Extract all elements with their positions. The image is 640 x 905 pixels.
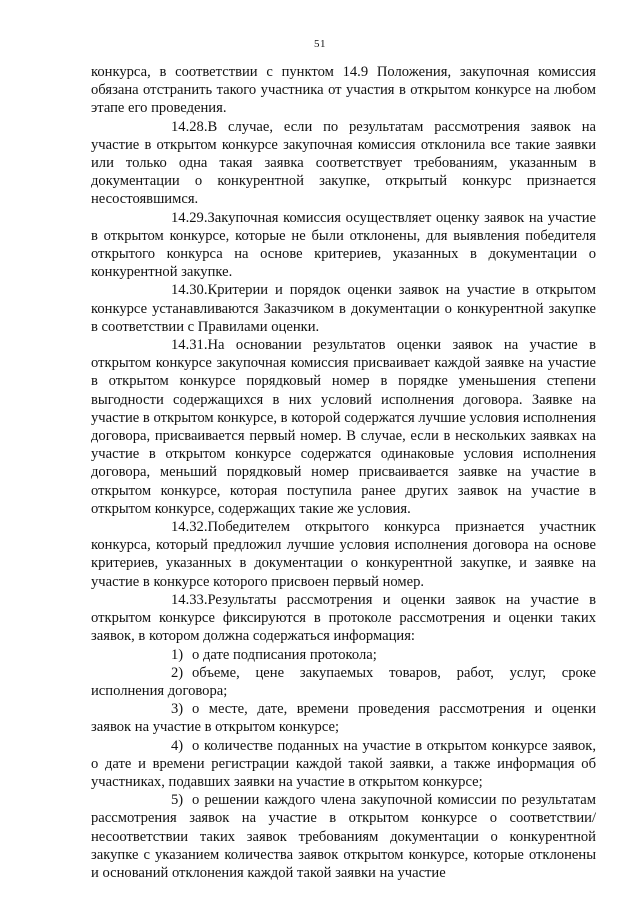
document-body xyxy=(91,63,596,882)
paragraph-text: В случае, если по результатам рассмотрения заявок на участие в открытом конкурсе закупочная комиссия отклонила все такие заявки или только одна такая заявка соответствует требованиям, указанным в документации о конкурентной закупке, открытый конкурс признается несостоявшимся. xyxy=(91,118,596,208)
paragraph-number: 14.29. xyxy=(171,209,208,226)
paragraph-number: 14.28. xyxy=(171,118,208,135)
paragraph-number: 14.32. xyxy=(171,519,208,536)
list-item-number: 4) xyxy=(171,737,184,754)
list-item-number: 2) xyxy=(171,664,184,681)
list-item-number: 5) xyxy=(171,792,184,809)
list-item-number: 3) xyxy=(171,701,184,718)
list-item-text: объеме, цене закупаемых товаров, работ, услуг, сроке исполнения договора; xyxy=(91,664,596,699)
paragraph-14-32 xyxy=(91,518,596,591)
list-item-number: 1) xyxy=(171,646,184,663)
list-item-1 xyxy=(91,646,596,664)
paragraph-text: На основании результатов оценки заявок на участие в открытом конкурсе закупочная комиссия присваивает каждой заявке на участие в открытом конкурсе порядковый номер в порядке уменьшения степени выгодности содержащихся в них условий исполнения договора. Заявке на участие в открытом конкурсе, в которой содержатся лучшие условия исполнения договора, присваивается первый номер. В случае, если в нескольких заявках на участие в открытом конкурсе содержатся одинаковые условия исполнения договора, меньший порядковый номер присваивается заявке на участие в открытом конкурсе, которая поступила ранее других заявок на участие в открытом конкурсе, содержащих такие же условия. xyxy=(91,337,596,517)
intro-paragraph: конкурса, в соответствии с пунктом 14.9 Положения, закупочная комиссия обязана отстранить такого участника от участия в открытом конкурсе на любом этапе его проведения. xyxy=(91,64,596,117)
paragraph-14-31 xyxy=(91,336,596,518)
page-number: 51 xyxy=(314,38,326,50)
paragraph-number: 14.30. xyxy=(171,282,208,299)
list-item-5 xyxy=(91,791,596,882)
list-item-text: о количестве поданных на участие в открытом конкурсе заявок, о дате и времени регистрации каждой такой заявки, а также информация об участниках, подавших заявки на участие в открытом конкурсе; xyxy=(91,737,596,790)
paragraph-14-30 xyxy=(91,281,596,336)
paragraph-text: Победителем открытого конкурса признается участник конкурса, который предложил лучшие условия исполнения договора на основе критериев, указанных в документации о конкурентной закупке, и заявке на участие в конкурсе которого присвоен первый номер. xyxy=(91,519,596,590)
paragraph-14-29 xyxy=(91,209,596,282)
list-item-text: о месте, дате, времени проведения рассмотрения и оценки заявок на участие в открытом конкурсе; xyxy=(91,701,596,736)
paragraph-text: Закупочная комиссия осуществляет оценку заявок на участие в открытом конкурсе, которые не были отклонены, для выявления победителя открытого конкурса на основе критериев, указанных в документации о конкурентной закупке. xyxy=(91,209,596,281)
paragraph-text: Критерии и порядок оценки заявок на участие в открытом конкурсе устанавливаются Заказчиком в документации о конкурентной закупке в соответствии с Правилами оценки. xyxy=(91,282,596,335)
list-item-text: о дате подписания протокола; xyxy=(192,646,377,663)
list-item-text: о решении каждого члена закупочной комиссии по результатам рассмотрения заявок на участие в открытом конкурсе о соответствии/несоответствии таких заявок требованиям документации о конкурентной закупке с указанием количества заявок открытом конкурсе, которые отклонены и оснований отклонения каждой такой заявки на участие xyxy=(91,792,596,881)
list-item-2 xyxy=(91,664,596,700)
paragraph-14-28 xyxy=(91,118,596,209)
paragraph-number: 14.31. xyxy=(171,337,208,354)
list-item-3 xyxy=(91,700,596,736)
paragraph-number: 14.33. xyxy=(171,591,208,608)
paragraph-text: Результаты рассмотрения и оценки заявок на участие в открытом конкурсе фиксируются в протоколе рассмотрения и оценки таких заявок, в котором должна содержаться информация: xyxy=(91,591,596,645)
list-item-4 xyxy=(91,737,596,792)
paragraph-14-33 xyxy=(91,591,596,646)
